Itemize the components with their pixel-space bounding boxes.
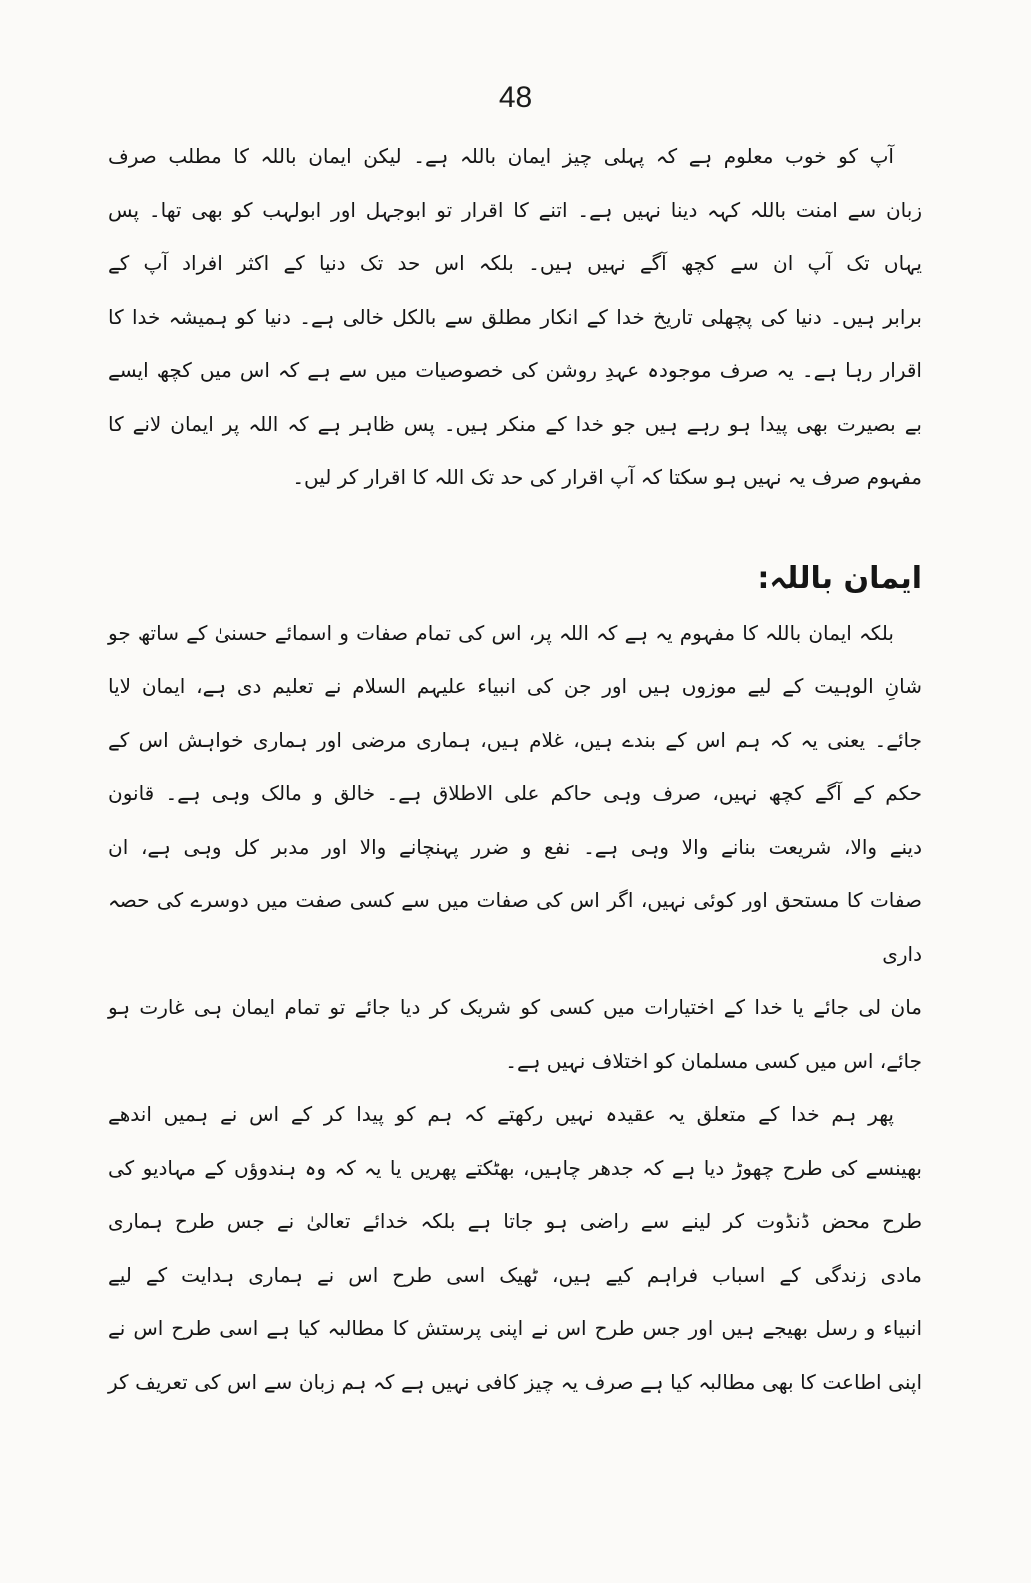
- paragraph-1: [108, 130, 922, 505]
- text-line: طرح محض ڈنڈوت کر لینے سے راضی ہو جاتا ہے بلکہ خدائے تعالیٰ نے جس طرح ہماری: [108, 1209, 922, 1233]
- text-line: صفات کا مستحق اور کوئی نہیں، اگر اس کی صفات میں سے کسی صفت میں دوسرے کی حصہ داری: [108, 888, 922, 966]
- paragraph-2: [108, 607, 922, 1089]
- text-line: مادی زندگی کے اسباب فراہم کیے ہیں، ٹھیک اسی طرح اس نے ہماری ہدایت کے لیے: [108, 1262, 922, 1287]
- text-line: بلکہ ایمان باللہ کا مفہوم یہ ہے کہ اللہ پر، اس کی تمام صفات و اسمائے حسنیٰ کے ساتھ جو: [108, 620, 894, 645]
- text-line: پھر ہم خدا کے متعلق یہ عقیدہ نہیں رکھتے کہ ہم کو پیدا کر کے اس نے ہمیں اندھے: [108, 1102, 894, 1126]
- text-line: اقرار رہا ہے۔ یہ صرف موجودہ عہدِ روشن کی خصوصیات میں سے ہے کہ اس میں کچھ ایسے: [108, 358, 922, 382]
- page-body: [108, 130, 922, 1409]
- text-line: حکم کے آگے کچھ نہیں، صرف وہی حاکم علی الاطلاق ہے۔ خالق و مالک وہی ہے۔ قانون: [108, 781, 922, 805]
- text-line: شانِ الوہیت کے لیے موزوں ہیں اور جن کی انبیاء علیہم السلام نے تعلیم دی ہے، ایمان لایا: [108, 674, 922, 698]
- text-line: جائے، اس میں کسی مسلمان کو اختلاف نہیں ہے۔: [505, 1048, 922, 1073]
- page-number: 48: [498, 81, 533, 114]
- section-heading: ایمان باللہ:: [757, 560, 922, 596]
- text-line: مان لی جائے یا خدا کے اختیارات میں کسی کو شریک کر دیا جائے تو تمام ایمان ہی غارت ہو: [108, 995, 922, 1019]
- text-line: دینے والا، شریعت بنانے والا وہی ہے۔ نفع و ضرر پہنچانے والا اور مدبر کل وہی ہے، ان: [108, 834, 922, 859]
- text-line: زبان سے امنت باللہ کہہ دینا نہیں ہے۔ اتنے کا اقرار تو ابوجہل اور ابولہب کو بھی تھا۔ پس: [108, 197, 922, 222]
- paragraph-3: [108, 1088, 922, 1409]
- text-line: بھینسے کی طرح چھوڑ دیا ہے کہ جدھر چاہیں، بھٹکتے پھریں یا یہ کہ وہ ہندوؤں کے مہادیو کی: [108, 1155, 922, 1180]
- text-line: جائے۔ یعنی یہ کہ ہم اس کے بندے ہیں، غلام ہیں، ہماری مرضی اور ہماری خواہش اس کے: [108, 727, 922, 752]
- text-line: آپ کو خوب معلوم ہے کہ پہلی چیز ایمان باللہ ہے۔ لیکن ایمان باللہ کا مطلب صرف: [108, 144, 894, 168]
- section-gap: [108, 505, 922, 551]
- text-line: اپنی اطاعت کا بھی مطالبہ کیا ہے صرف یہ چیز کافی نہیں ہے کہ ہم زبان سے اس کی تعریف کر: [108, 1369, 922, 1394]
- text-line: بے بصیرت بھی پیدا ہو رہے ہیں جو خدا کے منکر ہیں۔ پس ظاہر ہے کہ اللہ پر ایمان لانے کا: [108, 411, 922, 436]
- text-line: برابر ہیں۔ دنیا کی پچھلی تاریخ خدا کے انکار مطلق سے بالکل خالی ہے۔ دنیا کو ہمیشہ خدا کا: [108, 304, 922, 329]
- text-line: یہاں تک آپ ان سے کچھ آگے نہیں ہیں۔ بلکہ اس حد تک دنیا کے اکثر افراد آپ کے: [108, 251, 922, 275]
- text-line: مفہوم صرف یہ نہیں ہو سکتا کہ آپ اقرار کی حد تک اللہ کا اقرار کر لیں۔: [292, 465, 922, 489]
- text-line: انبیاء و رسل بھیجے ہیں اور جس طرح اس نے اپنی پرستش کا مطالبہ کیا ہے اسی طرح اس نے: [108, 1316, 922, 1340]
